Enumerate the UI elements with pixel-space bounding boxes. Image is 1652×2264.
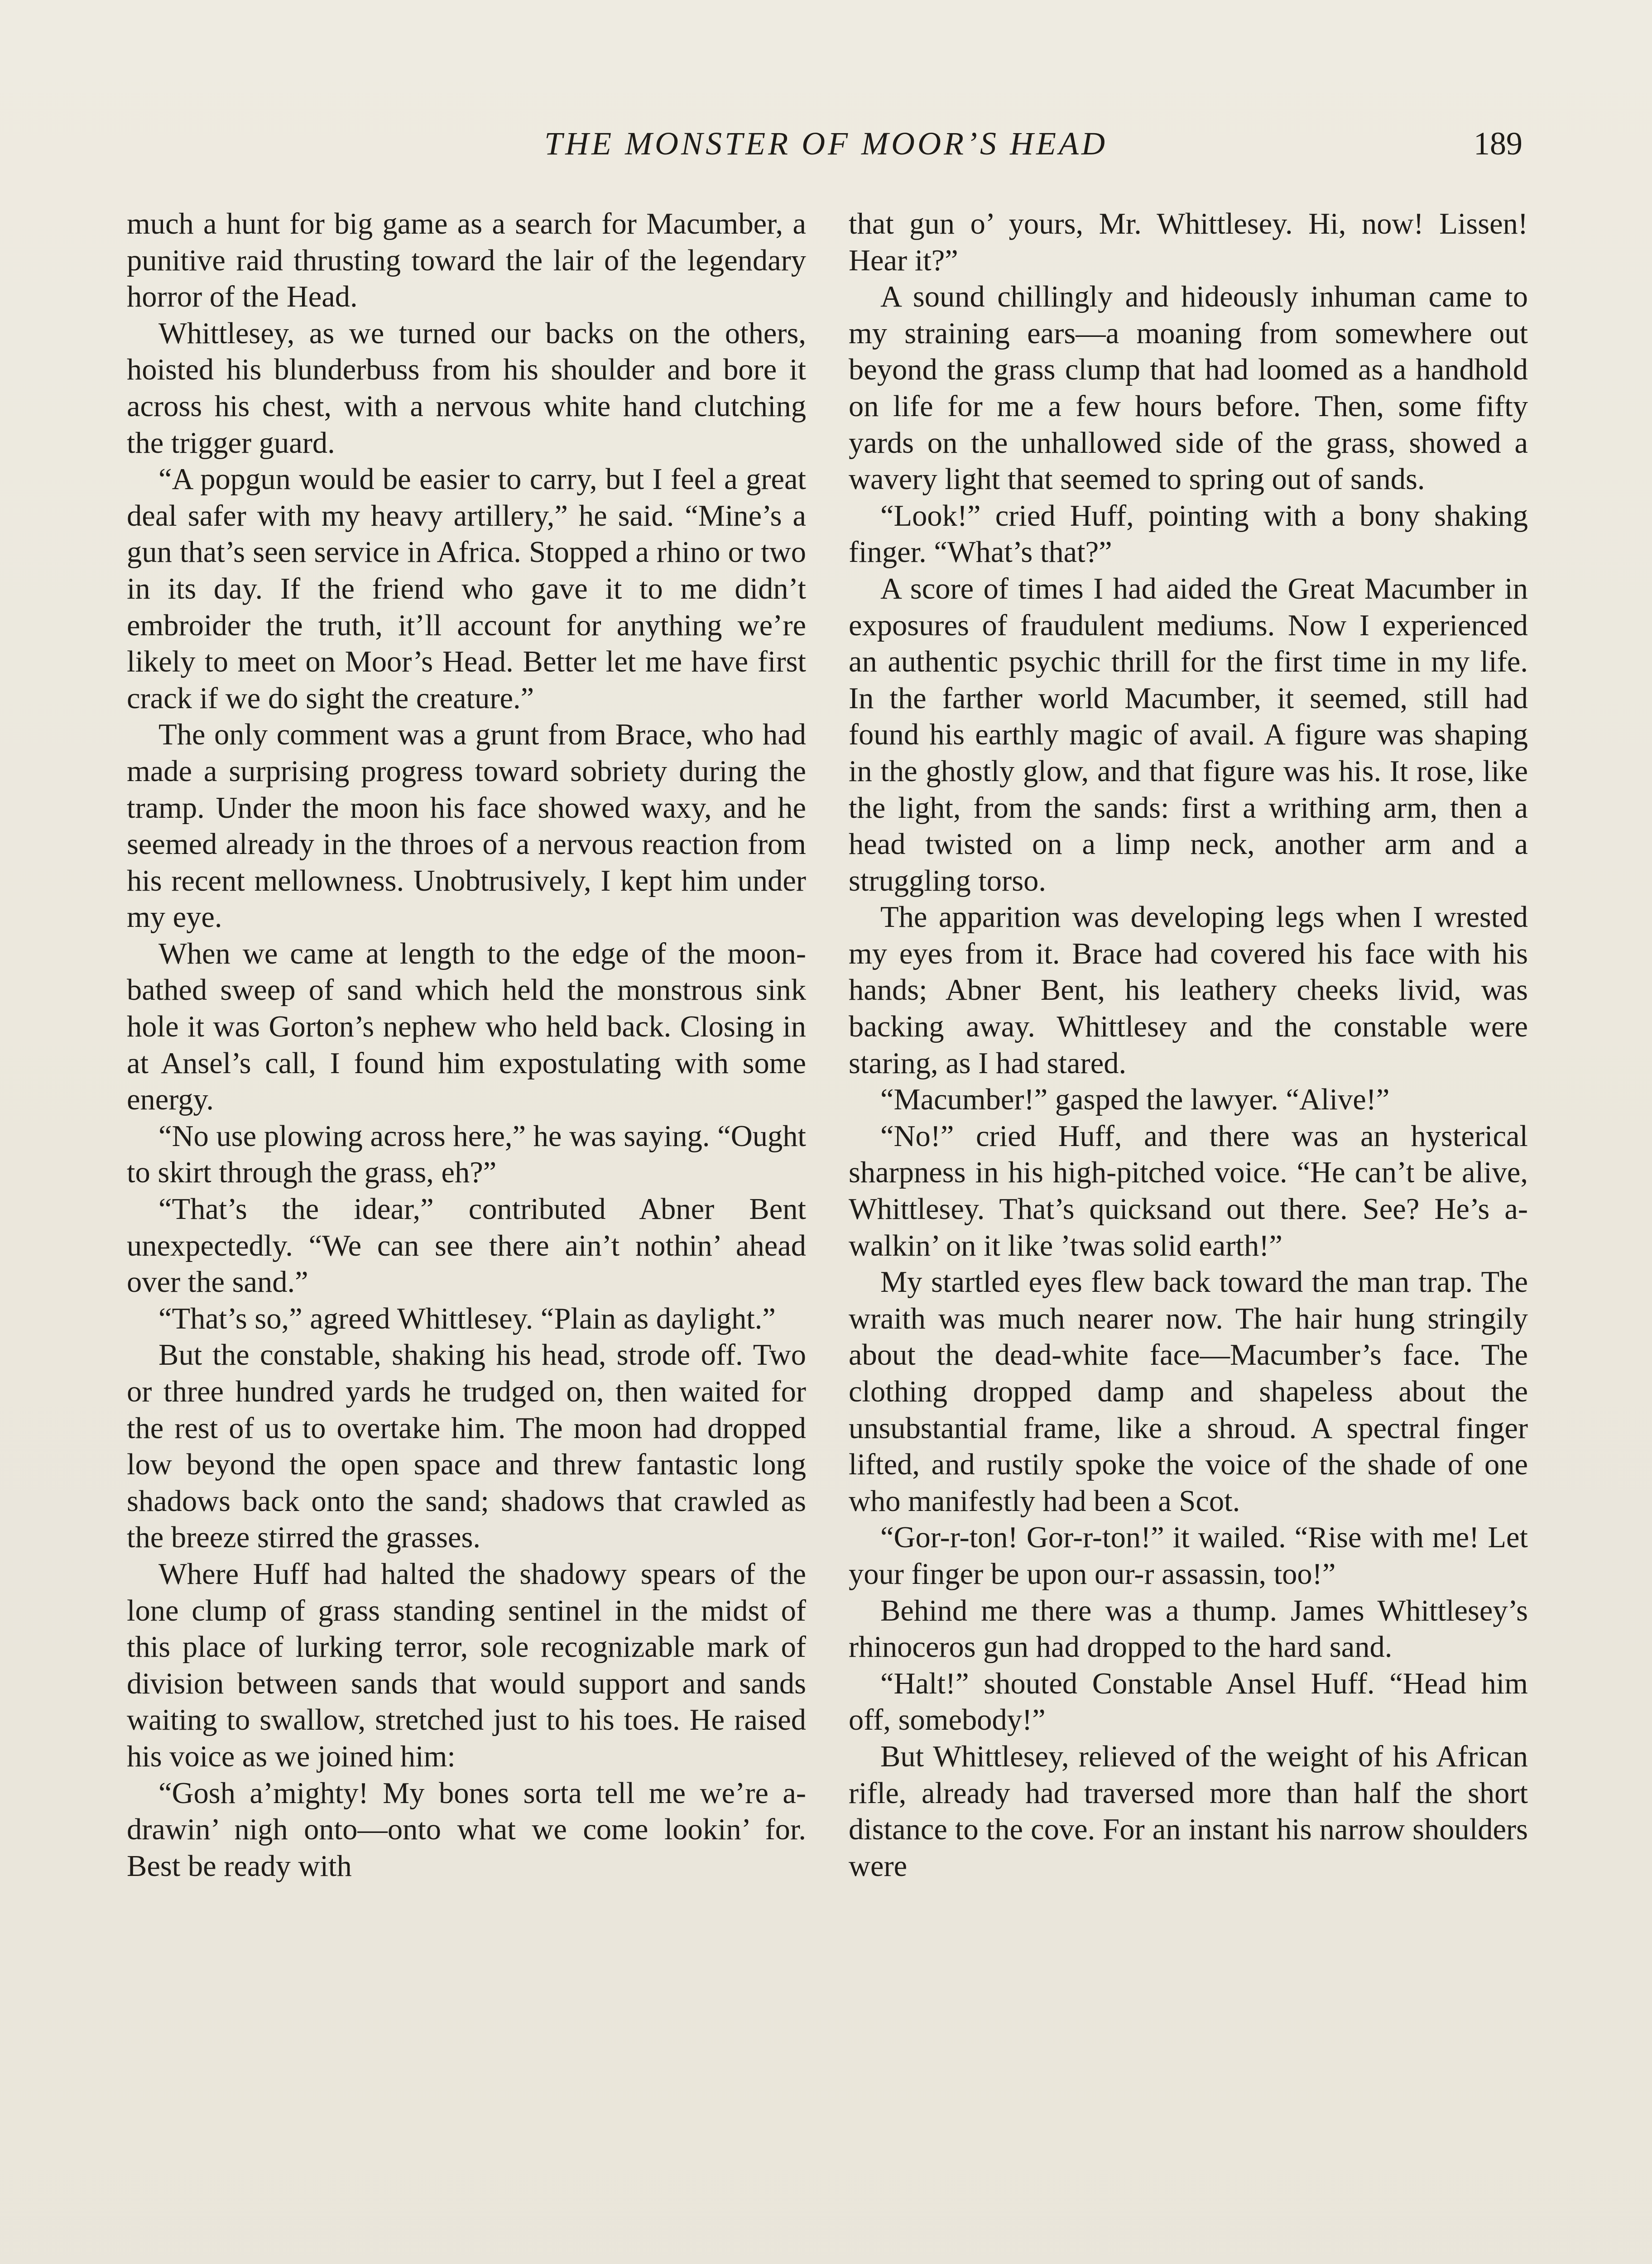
- paragraph: The only comment was a grunt from Brace, who had made a surprising progress toward sobriety during the tramp. Under the moon his face showed waxy, and he seemed already in the throes of a nervous reaction from his recent mellowness. Unobtrusively, I kept him under my eye.: [127, 718, 806, 934]
- paragraph: “Gosh a’mighty! My bones sorta tell me we’re a-drawin’ nigh onto—onto what we come lookin’ for. Best be ready with: [127, 1776, 806, 1883]
- paragraph: “That’s the idear,” contributed Abner Bent unexpectedly. “We can see there ain’t nothin’ ahead over the sand.”: [127, 1193, 806, 1299]
- paragraph: “No!” cried Huff, and there was an hysterical sharpness in his high-pitched voice. “He can’t be alive, Whittlesey. That’s quicksand out there. See? He’s a-walkin’ on it like ’twas solid earth!”: [849, 1119, 1528, 1262]
- paragraph: A sound chillingly and hideously inhuman came to my straining ears—a moaning from somewhere out beyond the grass clump that had loomed as a handhold on life for me a few hours before. Then, some fifty yards on the unhallowed side of the grass, showed a wavery light that seemed to spring out of sands.: [849, 280, 1528, 496]
- paragraph: that gun o’ yours, Mr. Whittlesey. Hi, now! Lissen! Hear it?”: [849, 207, 1528, 277]
- paragraph: “That’s so,” agreed Whittlesey. “Plain as daylight.”: [158, 1302, 776, 1335]
- paragraph: Whittlesey, as we turned our backs on the others, hoisted his blunderbuss from his shoulder and bore it across his chest, with a nervous white hand clutching the trigger guard.: [127, 317, 806, 460]
- paragraph: “No use plowing across here,” he was saying. “Ought to skirt through the grass, eh?”: [127, 1119, 806, 1190]
- paragraph: The apparition was developing legs when I wrested my eyes from it. Brace had covered his face with his hands; Abner Bent, his leathery cheeks livid, was backing away. Whittlesey and the constable were staring, as I had stared.: [849, 901, 1528, 1080]
- running-title: THE MONSTER OF MOOR’S HEAD: [544, 125, 1108, 162]
- paragraph: “Macumber!” gasped the lawyer. “Alive!”: [880, 1083, 1390, 1117]
- paragraph: But Whittlesey, relieved of the weight of his African rifle, already had traversed more than half the short distance to the cove. For an instant his narrow shoulders were: [849, 1740, 1528, 1883]
- paragraph: Behind me there was a thump. James Whittlesey’s rhinoceros gun had dropped to the hard sand.: [849, 1594, 1528, 1664]
- paragraph: “A popgun would be easier to carry, but I feel a great deal safer with my heavy artillery,” he said. “Mine’s a gun that’s seen service in Africa. Stopped a rhino or two in its day. If the friend who gave it to me didn’t embroider the truth, it’ll account for anything we’re likely to meet on Moor’s Head. Better let me have first crack if we do sight the creature.”: [127, 463, 806, 715]
- page-header: [122, 121, 1530, 171]
- paragraph: My startled eyes flew back toward the man trap. The wraith was much nearer now. The hair hung stringily about the dead-white face—Macumber’s face. The clothing dropped damp and shapeless about the unsubstantial frame, like a shroud. A spectral finger lifted, and rustily spoke the voice of the shade of one who manifestly had been a Scot.: [849, 1266, 1528, 1518]
- paragraph: “Halt!” shouted Constable Ansel Huff. “Head him off, somebody!”: [849, 1667, 1528, 1737]
- left-column: [127, 206, 806, 1885]
- page-number: 189: [1474, 125, 1522, 162]
- paragraph: much a hunt for big game as a search for Macumber, a punitive raid thrusting toward the lair of the legendary horror of the Head.: [127, 207, 806, 314]
- paragraph: But the constable, shaking his head, strode off. Two or three hundred yards he trudged on, then waited for the rest of us to overtake him. The moon had dropped low beyond the open space and threw fantastic long shadows back onto the sand; shadows that crawled as the breeze stirred the grasses.: [127, 1338, 806, 1554]
- paragraph: “Gor-r-ton! Gor-r-ton!” it wailed. “Rise with me! Let your finger be upon our-r assassin, too!”: [849, 1521, 1528, 1591]
- paragraph: When we came at length to the edge of the moon-bathed sweep of sand which held the monstrous sink hole it was Gorton’s nephew who held back. Closing in at Ansel’s call, I found him expostulating with some energy.: [127, 937, 806, 1117]
- paragraph: Where Huff had halted the shadowy spears of the lone clump of grass standing sentinel in the midst of this place of lurking terror, sole recognizable mark of division between sands that would support and sands waiting to swallow, stretched just to his toes. He raised his voice as we joined him:: [127, 1557, 806, 1773]
- paragraph: “Look!” cried Huff, pointing with a bony shaking finger. “What’s that?”: [849, 499, 1528, 569]
- paragraph: A score of times I had aided the Great Macumber in exposures of fraudulent mediums. Now I experienced an authentic psychic thrill for the first time in my life. In the farther world Macumber, it seemed, still had found his earthly magic of avail. A figure was shaping in the ghostly glow, and that figure was his. It rose, like the light, from the sands: first a writhing arm, then a head twisted on a limp neck, another arm and a struggling torso.: [849, 572, 1528, 897]
- right-column: [849, 206, 1528, 1885]
